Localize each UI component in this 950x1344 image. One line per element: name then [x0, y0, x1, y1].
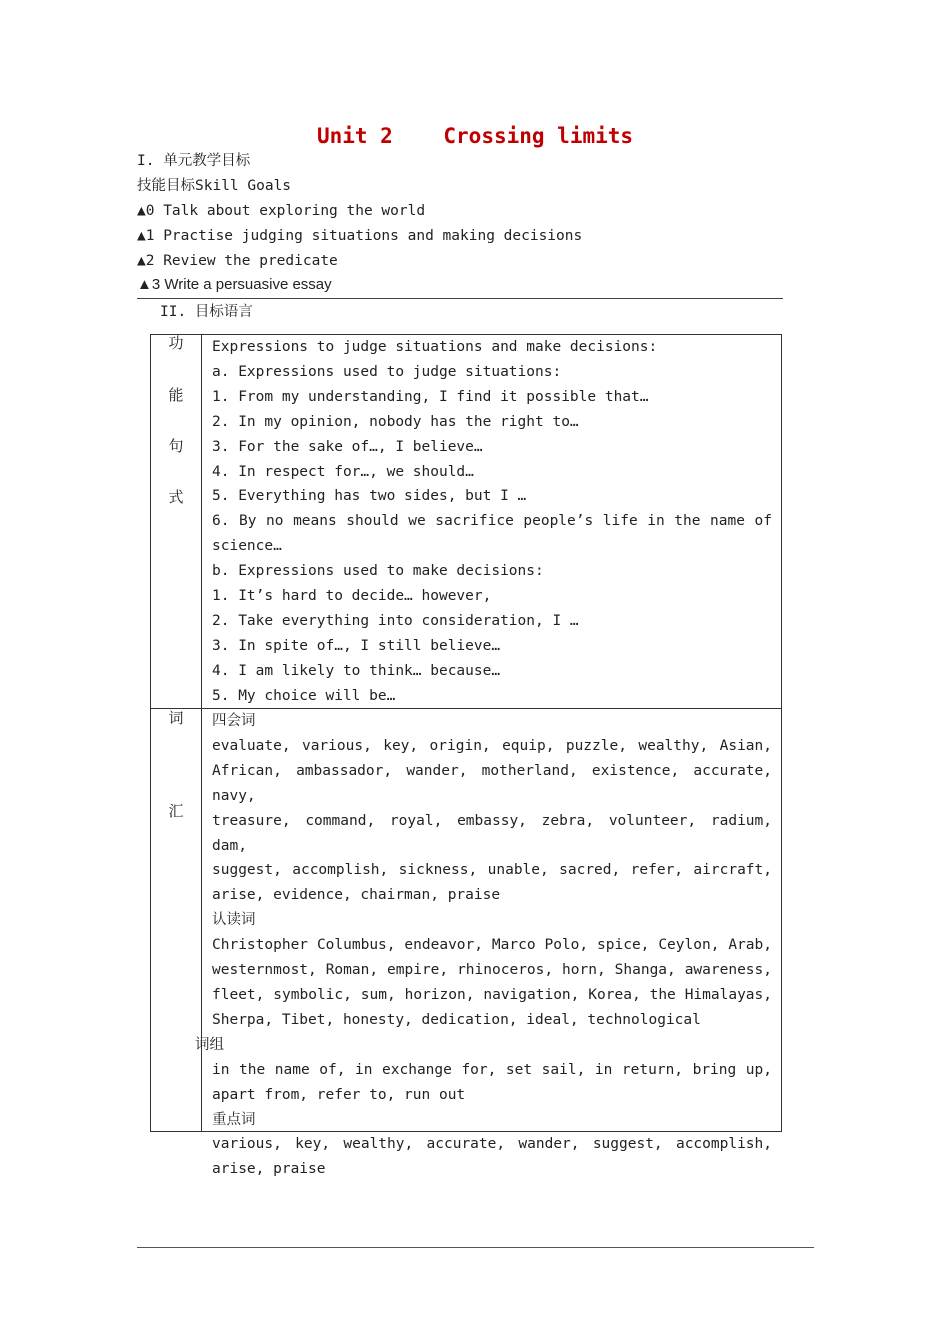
function-line: 2. Take everything into consideration, I …: [212, 612, 579, 629]
function-line: 4. I am likely to think… because…: [212, 662, 501, 679]
function-line: 2. In my opinion, nobody has the right to…: [212, 413, 579, 430]
vocab-line: westernmost, Roman, empire, rhinoceros, horn, Shanga, awareness,: [212, 962, 772, 979]
goal-item: ▲0 Talk about exploring the world: [137, 203, 426, 219]
section1-heading: I. 单元教学目标: [137, 153, 251, 169]
footer-divider: [137, 1247, 814, 1248]
vocabulary-category-char: 汇: [168, 802, 184, 820]
functions-cell: [212, 335, 772, 709]
function-line: 1. From my understanding, I find it possible that…: [212, 388, 649, 405]
functions-category-char: 功: [168, 334, 184, 352]
key-words-heading: 重点词: [212, 1111, 256, 1128]
vocab-line: evaluate, various, key, origin, equip, puzzle, wealthy, Asian,: [212, 737, 772, 754]
vocab-line: arise, evidence, chairman, praise: [212, 887, 501, 904]
function-line: a. Expressions used to judge situations:: [212, 363, 562, 380]
vocab-line: various, key, wealthy, accurate, wander, suggest, accomplish,: [212, 1136, 772, 1153]
skill-goals-heading: 技能目标Skill Goals: [137, 178, 292, 194]
page-title: Unit 2 Crossing limits: [316, 124, 634, 148]
vocab-line: apart from, refer to, run out: [212, 1086, 466, 1103]
function-line: 4. In respect for…, we should…: [212, 463, 474, 480]
function-line: 3. For the sake of…, I believe…: [212, 438, 483, 455]
function-line: 1. It’s hard to decide… however,: [212, 588, 492, 605]
function-line: Expressions to judge situations and make decisions:: [212, 339, 658, 355]
goal-item: ▲3 Write a persuasive essay: [137, 276, 332, 293]
vocabulary-cell: [195, 709, 772, 1182]
function-line: science…: [212, 538, 282, 555]
vocab-line: fleet, symbolic, sum, horizon, navigation, Korea, the Himalayas,: [212, 986, 772, 1003]
functions-category-char: 句: [168, 437, 184, 455]
vocab-line: Christopher Columbus, endeavor, Marco Polo, spice, Ceylon, Arab,: [212, 937, 772, 954]
section2-heading: II. 目标语言: [160, 304, 253, 320]
function-line: 6. By no means should we sacrifice people’s life in the name of: [212, 513, 772, 530]
vocab-line: African, ambassador, wander, motherland, existence, accurate, navy,: [212, 762, 772, 804]
functions-category-char: 能: [168, 386, 184, 404]
goal-item: ▲1 Practise judging situations and making decisions: [137, 228, 583, 244]
function-line: b. Expressions used to make decisions:: [212, 563, 544, 580]
function-line: 5. My choice will be…: [212, 687, 396, 704]
function-line: 3. In spite of…, I still believe…: [212, 637, 501, 654]
phrase-heading: 词组: [195, 1036, 224, 1053]
vocabulary-category-char: 词: [168, 709, 184, 727]
vocab-line: in the name of, in exchange for, set sail, in return, bring up,: [212, 1061, 772, 1078]
functions-category-char: 式: [168, 488, 184, 506]
function-line: 5. Everything has two sides, but I …: [212, 488, 527, 505]
four-skill-heading: 四会词: [212, 713, 256, 729]
goal-item: ▲2 Review the predicate: [137, 253, 338, 269]
vocab-line: Sherpa, Tibet, honesty, dedication, ideal, technological: [212, 1011, 701, 1028]
recognize-heading: 认读词: [212, 912, 256, 929]
divider: [137, 298, 783, 299]
vocab-line: suggest, accomplish, sickness, unable, sacred, refer, aircraft,: [212, 862, 772, 879]
vocab-line: treasure, command, royal, embassy, zebra, volunteer, radium, dam,: [212, 812, 772, 854]
vocab-line: arise, praise: [212, 1161, 326, 1178]
